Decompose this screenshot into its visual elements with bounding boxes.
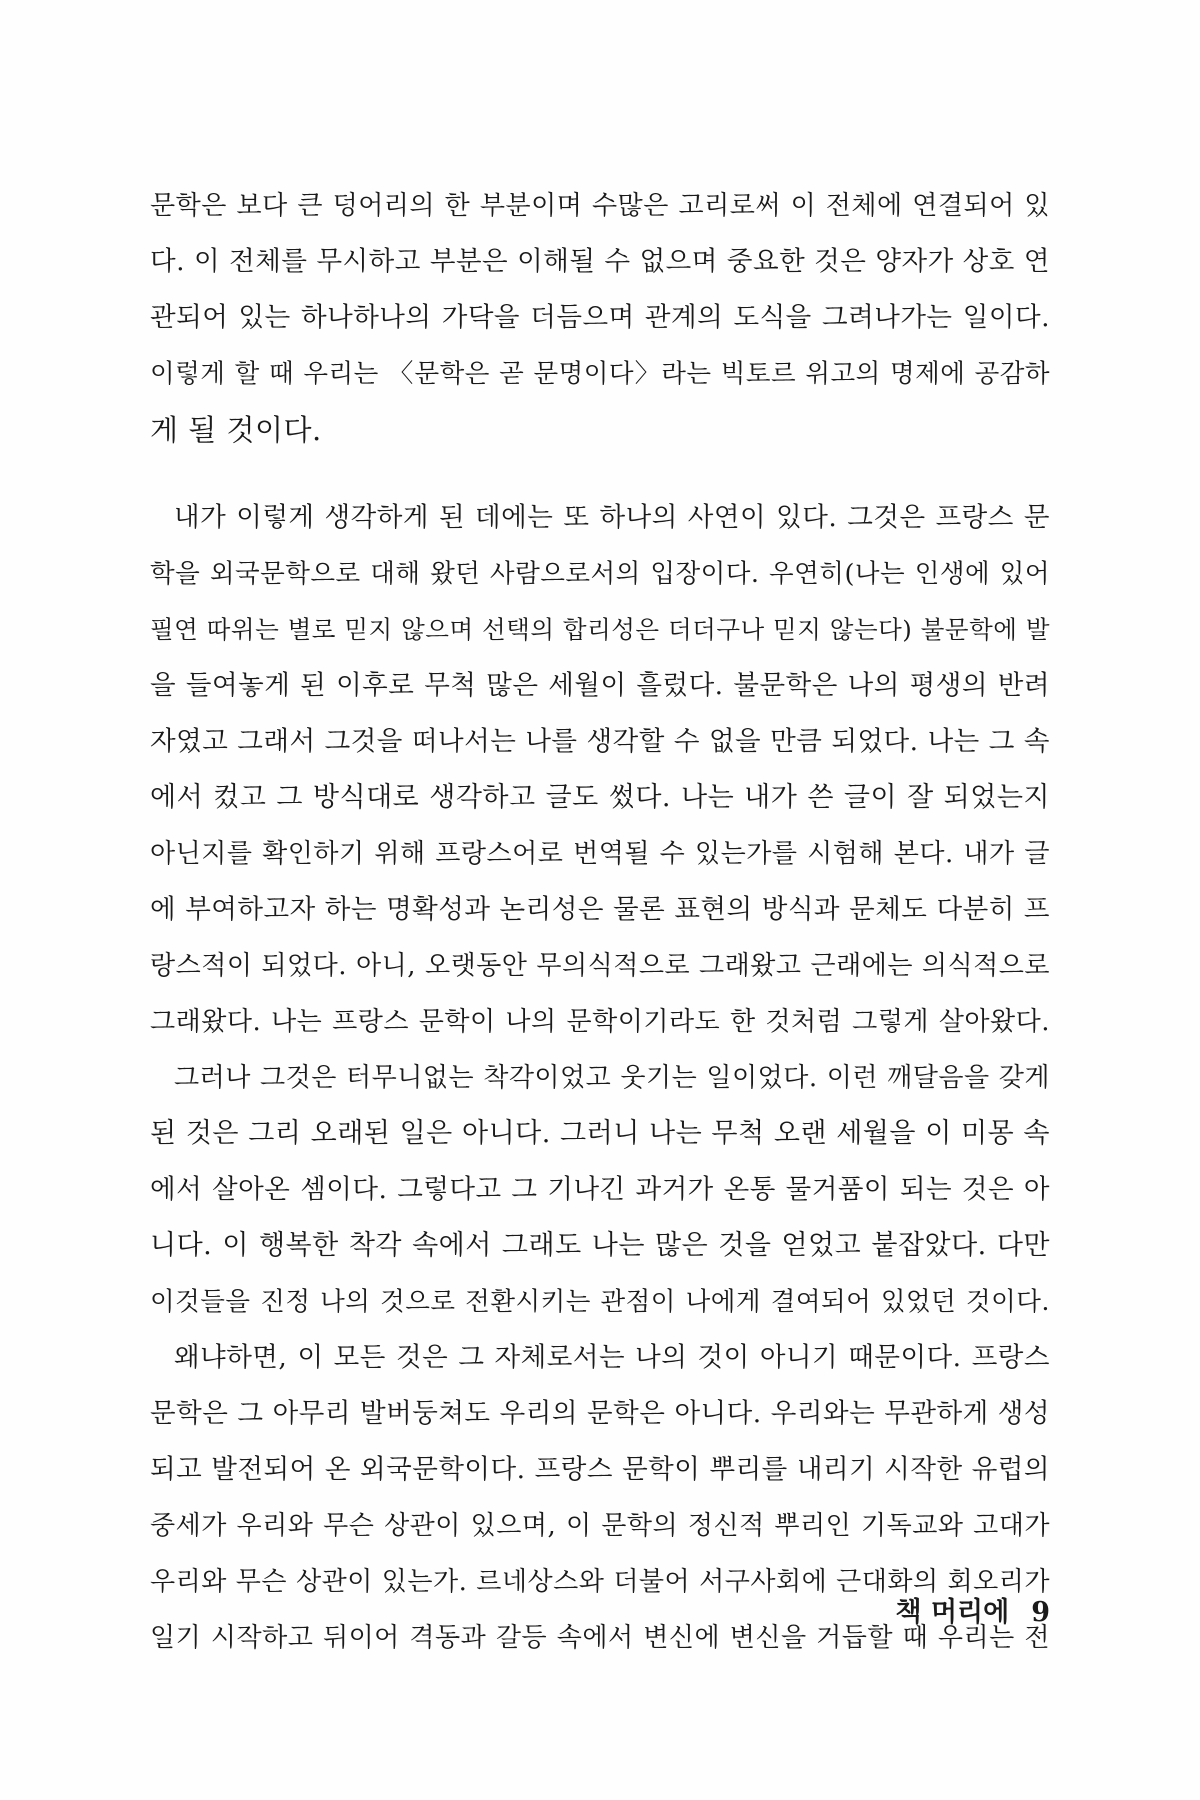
text-line: 필연 따위는 별로 믿지 않으며 선택의 합리성은 더더구나 믿지 않는다) 불문학에 발 (150, 615, 1050, 644)
text-line: 되고 발전되어 온 외국문학이다. 프랑스 문학이 뿌리를 내리기 시작한 유럽의 (150, 1454, 1050, 1485)
text-line: 일기 시작하고 뒤이어 격동과 갈등 속에서 변신에 변신을 거듭할 때 우리는 전 (150, 1623, 1050, 1653)
text-line: 문학은 보다 큰 덩어리의 한 부분이며 수많은 고리로써 이 전체에 연결되어 있 (150, 191, 1050, 221)
paragraph-1 (150, 178, 1050, 458)
text-line: 학을 외국문학으로 대해 왔던 사람으로서의 입장이다. 우연히(나는 인생에 있어 (150, 559, 1050, 589)
text-line: 자였고 그래서 그것을 떠나서는 나를 생각할 수 없을 만큼 되었다. 나는 그 속 (150, 726, 1050, 757)
running-section-title: 책 머리에 (895, 1597, 1010, 1628)
text-line: 이렇게 할 때 우리는 〈문학은 곧 문명이다〉라는 빅토르 위고의 명제에 공감하 (150, 359, 1050, 389)
text-line: 왜냐하면, 이 모든 것은 그 자체로서는 나의 것이 아니기 때문이다. 프랑스 (174, 1342, 1050, 1373)
page-footer (870, 1590, 1050, 1629)
text-line: 우리와 무슨 상관이 있는가. 르네상스와 더불어 서구사회에 근대화의 회오리가 (150, 1567, 1050, 1597)
text-line: 된 것은 그리 오래된 일은 아니다. 그러니 나는 무척 오랜 세월을 이 미몽 속 (150, 1118, 1050, 1149)
text-line: 그래왔다. 나는 프랑스 문학이 나의 문학이기라도 한 것처럼 그렇게 살아왔다. (150, 1007, 1050, 1037)
text-line: 내가 이렇게 생각하게 된 데에는 또 하나의 사연이 있다. 그것은 프랑스 문 (174, 502, 1050, 533)
text-line: 에서 컸고 그 방식대로 생각하고 글도 썼다. 나는 내가 쓴 글이 잘 되었는지 (150, 782, 1050, 813)
text-line: 다. 이 전체를 무시하고 부분은 이해될 수 없으며 중요한 것은 양자가 상호 연 (150, 246, 1050, 277)
text-line: 게 될 것이다. (150, 413, 322, 447)
text-line: 그러나 그것은 터무니없는 착각이었고 웃기는 일이었다. 이런 깨달음을 갖게 (174, 1063, 1050, 1093)
page-number: 9 (1031, 1597, 1050, 1628)
text-line: 문학은 그 아무리 발버둥쳐도 우리의 문학은 아니다. 우리와는 무관하게 생성 (150, 1398, 1050, 1429)
paragraph-2 (150, 490, 1050, 1666)
text-line: 에 부여하고자 하는 명확성과 논리성은 물론 표현의 방식과 문체도 다분히 프 (150, 894, 1050, 925)
text-line: 아닌지를 확인하기 위해 프랑스어로 번역될 수 있는가를 시험해 본다. 내가 글 (150, 839, 1050, 869)
text-line: 니다. 이 행복한 착각 속에서 그래도 나는 많은 것을 얻었고 붙잡았다. 다만 (150, 1230, 1050, 1261)
text-line: 이것들을 진정 나의 것으로 전환시키는 관점이 나에게 결여되어 있었던 것이다. (150, 1287, 1050, 1317)
text-line: 중세가 우리와 무슨 상관이 있으며, 이 문학의 정신적 뿌리인 기독교와 고대가 (150, 1511, 1050, 1541)
text-line: 을 들여놓게 된 이후로 무척 많은 세월이 흘렀다. 불문학은 나의 평생의 반려 (150, 670, 1050, 701)
text-line: 랑스적이 되었다. 아니, 오랫동안 무의식적으로 그래왔고 근래에는 의식적으로 (150, 951, 1050, 981)
text-line: 에서 살아온 셈이다. 그렇다고 그 기나긴 과거가 온통 물거품이 되는 것은 아 (150, 1174, 1050, 1205)
text-line: 관되어 있는 하나하나의 가닥을 더듬으며 관계의 도식을 그려나가는 일이다. (150, 302, 1050, 333)
